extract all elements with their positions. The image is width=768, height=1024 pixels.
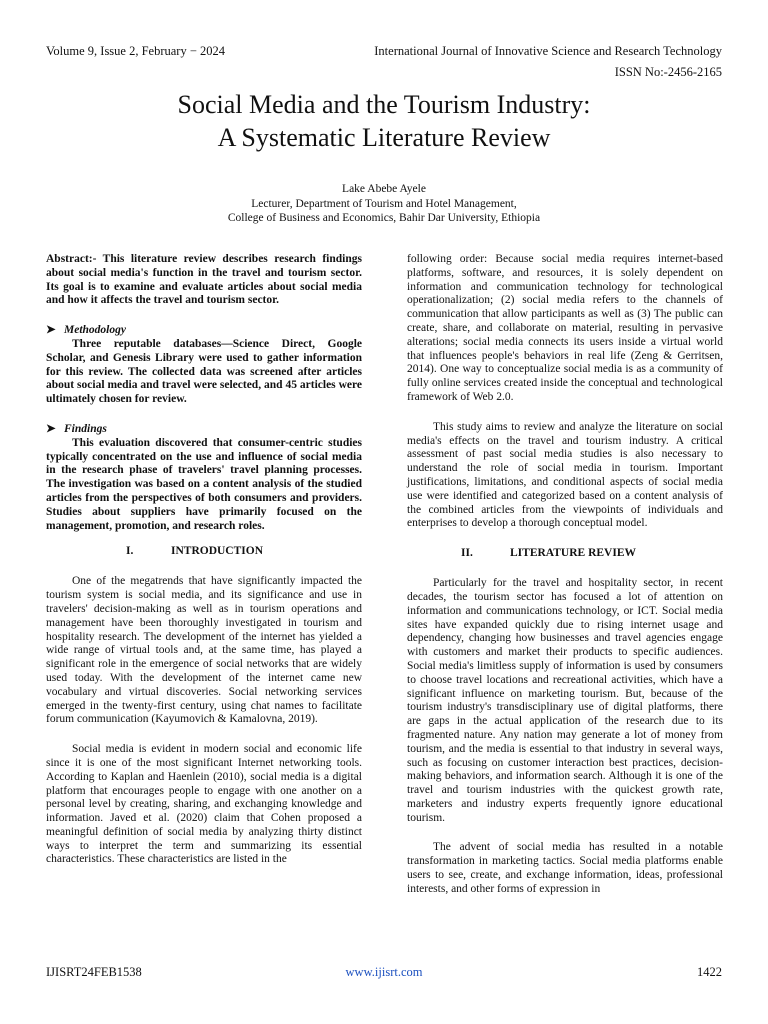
right-column [407,253,723,897]
intro-paragraph-1: One of the megatrends that have significantly impacted the tourism system is social media, and its significance and use in travelers' decision-making as well as in tourism operations and management have been thoroughly investigated in tourism and hospitality research. The development of the internet has yielded a wide range of virtual tools and, at the same time, has played a significant role in the emergence of social networks that are widely used today. With the development of the internet came new vocabulary and virtual discoveries. Social networking services emerged in the twenty-first century, using chat names to facilitate forum communication (Kayumovich & Kamalovna, 2019). [46,575,362,726]
title-line-1: Social Media and the Tourism Industry: [177,90,591,119]
header-journal: International Journal of Innovative Science and Research Technology [374,44,722,58]
methodology-heading: ➤ Methodology [46,324,126,337]
author-affiliation: College of Business and Economics, Bahir Dar University, Ethiopia [227,212,541,225]
section-number: II. [461,547,473,560]
findings-text: This evaluation discovered that consumer-centric studies typically concentrated on the use and influence of social media in the research phase of travelers' travel planning processes. The investigation was based on a content analysis of the studied articles from the perspectives of both consumers and providers. Studies about suppliers have primarily focused on the management, promotion, and research roles. [46,436,362,532]
arrow-bullet-icon: ➤ [46,422,56,435]
intro-paragraph-2-continued: following order: Because social media requires internet-based platforms, software, and resources, it is solely dependent on information and communication technology for technological operationalization; (2) social media refers to the channels of communication that allow participants as well as (3) The public can create, share, and collaborate on material, resulting in pervasive alterations; social media connects its users inside a virtual world that influences people's behaviors in real life (Zeng & Gerritsen, 2014). One way to conceptualize social media is as a community of fully online services created inside the conceptual and technological framework of Web 2.0. [407,253,723,403]
footer-page-number: 1422 [697,965,722,979]
paper-title [0,88,768,154]
author-block [0,182,768,226]
literature-paragraph-2: The advent of social media has resulted in a notable transformation in marketing tactics. Social media platforms enable users to see, create, and exchange information, ideas, professional interests, and other forms of expression in [407,841,723,895]
intro-paragraph-3: This study aims to review and analyze the literature on social media's effects on the travel and tourism industry. A critical assessment of past social media studies is also necessary to understand the role of social media in tourism. Important justifications, limitations, and conditional aspects of social media use were identified and categorized based on a content analysis of the combined articles from the viewpoints of individuals and enterprises to develop a thorough conceptual model. [407,420,723,530]
footer-website-link[interactable]: www.ijisrt.com [345,965,423,979]
header-issn: ISSN No:-2456-2165 [614,65,722,79]
section-number: I. [126,545,134,558]
author-position: Lecturer, Department of Tourism and Hotel Management, [251,197,517,210]
methodology-text: Three reputable databases—Science Direct, Google Scholar, and Genesis Library were used to gather information for this review. The collected data was screened after articles about social media and travel were selected, and 45 articles were ultimately chosen for review. [46,337,362,406]
section-label: INTRODUCTION [171,545,264,558]
introduction-heading [46,545,362,559]
section-label: LITERATURE REVIEW [510,547,636,560]
title-line-2: A Systematic Literature Review [217,123,551,152]
findings-heading: ➤ Findings [46,422,107,435]
author-name: Lake Abebe Ayele [342,183,426,195]
arrow-bullet-icon: ➤ [46,324,56,337]
footer-paper-id: IJISRT24FEB1538 [46,965,142,979]
header-volume: Volume 9, Issue 2, February − 2024 [46,44,226,58]
left-column [46,253,362,867]
intro-paragraph-2: Social media is evident in modern social and economic life since it is one of the most significant Internet networking tools. According to Kaplan and Haenlein (2010), social media is a digital platform that encourages people to engage with one another on a personal level by creating, sharing, and exchanging knowledge and information. Javed et al. (2020) claim that Cohen proposed a meaningful definition of social media by analyzing thirty distinct ways to interpret the term and summarizing its essential characteristics. These characteristics are listed in the [46,743,362,866]
literature-paragraph-1: Particularly for the travel and hospitality sector, in recent decades, the tourism sector has focused a lot of attention on information and communications technology, or ICT. Social media sites have expanded quickly due to rising internet usage and dependency, changing how businesses and travel agencies engage with customers and market their products to specific audiences. Social media's limitless supply of information is used by consumers to choose travel locations and recreational activities, which have a significant influence on marketing tourism. But, because of the tourism industry's transdisciplinary use of digital platforms, there are gaps in the actual application of the research due to its fragmented nature. Any nation may generate a lot of money from tourism, and the media is essential to that industry in several ways, such as focusing on customer interaction best practices, decision-making behaviors, and information search. Although it is one of the travel and tourism industries with the quickest growth rate, marketers and industry experts frequently ignore educational tourism. [407,577,723,824]
abstract-text: Abstract:- This literature review describes research findings about social media's function in the travel and tourism sector. Its goal is to examine and evaluate articles about social media and how it affects the travel and tourism sector. [46,253,362,307]
literature-review-heading [407,547,723,561]
